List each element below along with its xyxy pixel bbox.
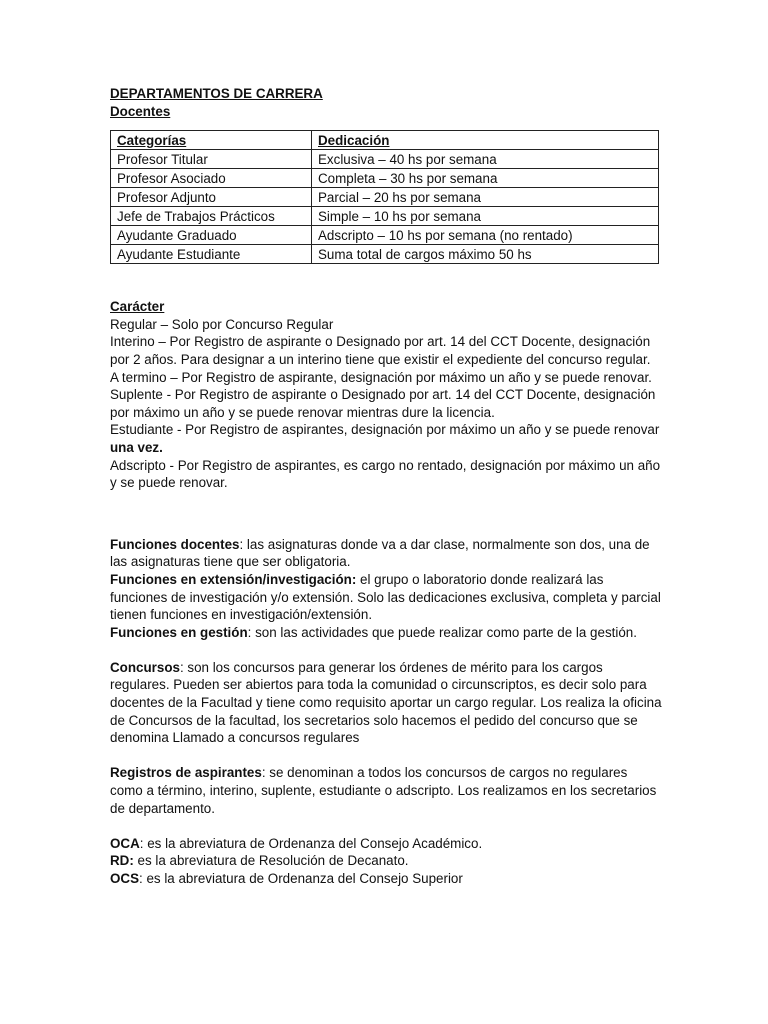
- ocs-text: : es la abreviatura de Ordenanza del Consejo Superior: [139, 871, 463, 886]
- table-row: [111, 207, 659, 226]
- rd-text: es la abreviatura de Resolución de Decanato.: [133, 853, 409, 869]
- funciones-extension: [110, 571, 662, 624]
- table-cell: Adscripto – 10 hs por semana (no rentado): [312, 226, 659, 245]
- registros-text: : se denominan a todos los concursos de cargos no regulares como a término, interino, suplente, estudiante o adscripto. Los realizamos en los secretarios de departamento.: [110, 765, 657, 816]
- funciones-extension-label: Funciones en extensión/investigación:: [110, 571, 357, 587]
- funciones-docentes-text: : las asignaturas donde va a dar clase, normalmente son dos, una de las asignaturas tiene que ser obligatoria.: [110, 536, 650, 570]
- caracter-estudiante-bold: una vez.: [110, 439, 163, 455]
- table-cell: Profesor Adjunto: [111, 188, 312, 207]
- table-header-categorias: Categorías: [111, 131, 312, 150]
- table-cell: Profesor Titular: [111, 150, 312, 169]
- caracter-suplente: Suplente - Por Registro de aspirante o Designado por art. 14 del CCT Docente, designación por máximo un año y se puede renovar mientras dure la licencia.: [110, 387, 656, 420]
- funciones-gestion: [110, 624, 662, 642]
- ocs-definition: [110, 870, 662, 888]
- table-cell: Jefe de Trabajos Prácticos: [111, 207, 312, 226]
- caracter-estudiante: [110, 421, 662, 456]
- concursos-paragraph: [110, 659, 662, 747]
- funciones-gestion-label: Funciones en gestión: [110, 624, 248, 640]
- table-cell: Suma total de cargos máximo 50 hs: [312, 245, 659, 264]
- concursos-text: : son los concursos para generar los órdenes de mérito para los cargos regulares. Pueden ser abiertos para toda la comunidad o circunscriptos, es decir solo para docentes de la Facultad y tiene como requisito aportar un cargo regular. Los realiza la oficina de Concursos de la facultad, los secretarios solo hacemos el pedido del concurso que se denomina Llamado a concursos regulares: [110, 659, 662, 746]
- document-page: [110, 85, 662, 888]
- table-row: [111, 188, 659, 207]
- table-header-row: [111, 131, 659, 150]
- page-subtitle: Docentes: [110, 103, 171, 119]
- caracter-heading: Carácter: [110, 299, 165, 315]
- concursos-label: Concursos: [110, 659, 180, 675]
- funciones-docentes-label: Funciones docentes: [110, 536, 240, 552]
- table-row: [111, 150, 659, 169]
- registros-paragraph: [110, 764, 662, 817]
- table-row: [111, 226, 659, 245]
- caracter-regular: Regular – Solo por Concurso Regular: [110, 316, 334, 332]
- categories-table: [110, 130, 659, 264]
- caracter-a-termino: A termino – Por Registro de aspirante, designación por máximo un año y se puede renovar.: [110, 369, 652, 385]
- table-header-dedicacion: Dedicación: [312, 131, 659, 150]
- caracter-interino: Interino – Por Registro de aspirante o Designado por art. 14 del CCT Docente, designación por 2 años. Para designar a un interino tiene que existir el expediente del concurso regular.: [110, 334, 651, 367]
- rd-label: RD:: [110, 853, 134, 869]
- table-row: [111, 245, 659, 264]
- oca-text: : es la abreviatura de Ordenanza del Consejo Académico.: [139, 835, 483, 851]
- table-cell: Ayudante Estudiante: [111, 245, 312, 264]
- rd-definition: [110, 852, 662, 870]
- oca-definition: [110, 835, 662, 853]
- table-cell: Completa – 30 hs por semana: [312, 169, 659, 188]
- oca-label: OCA: [110, 835, 140, 851]
- caracter-adscripto: Adscripto - Por Registro de aspirantes, es cargo no rentado, designación por máximo un año y se puede renovar.: [110, 457, 661, 491]
- page-title: DEPARTAMENTOS DE CARRERA: [110, 86, 323, 101]
- funciones-gestion-text: : son las actividades que puede realizar como parte de la gestión.: [247, 624, 637, 640]
- table-row: [111, 169, 659, 188]
- caracter-estudiante-text: Estudiante - Por Registro de aspirantes, designación por máximo un año y se puede renovar: [110, 422, 660, 438]
- funciones-extension-text: el grupo o laboratorio donde realizará las funciones de investigación y/o extensión. Solo las dedicaciones exclusiva, completa y parcial tienen funciones en investigación/extensión.: [110, 571, 661, 623]
- funciones-docentes: [110, 536, 662, 571]
- table-cell: Profesor Asociado: [111, 169, 312, 188]
- ocs-label: OCS: [110, 871, 140, 886]
- table-cell: Parcial – 20 hs por semana: [312, 188, 659, 207]
- table-cell: Simple – 10 hs por semana: [312, 207, 659, 226]
- registros-label: Registros de aspirantes: [110, 765, 262, 781]
- table-cell: Exclusiva – 40 hs por semana: [312, 150, 659, 169]
- table-cell: Ayudante Graduado: [111, 226, 312, 245]
